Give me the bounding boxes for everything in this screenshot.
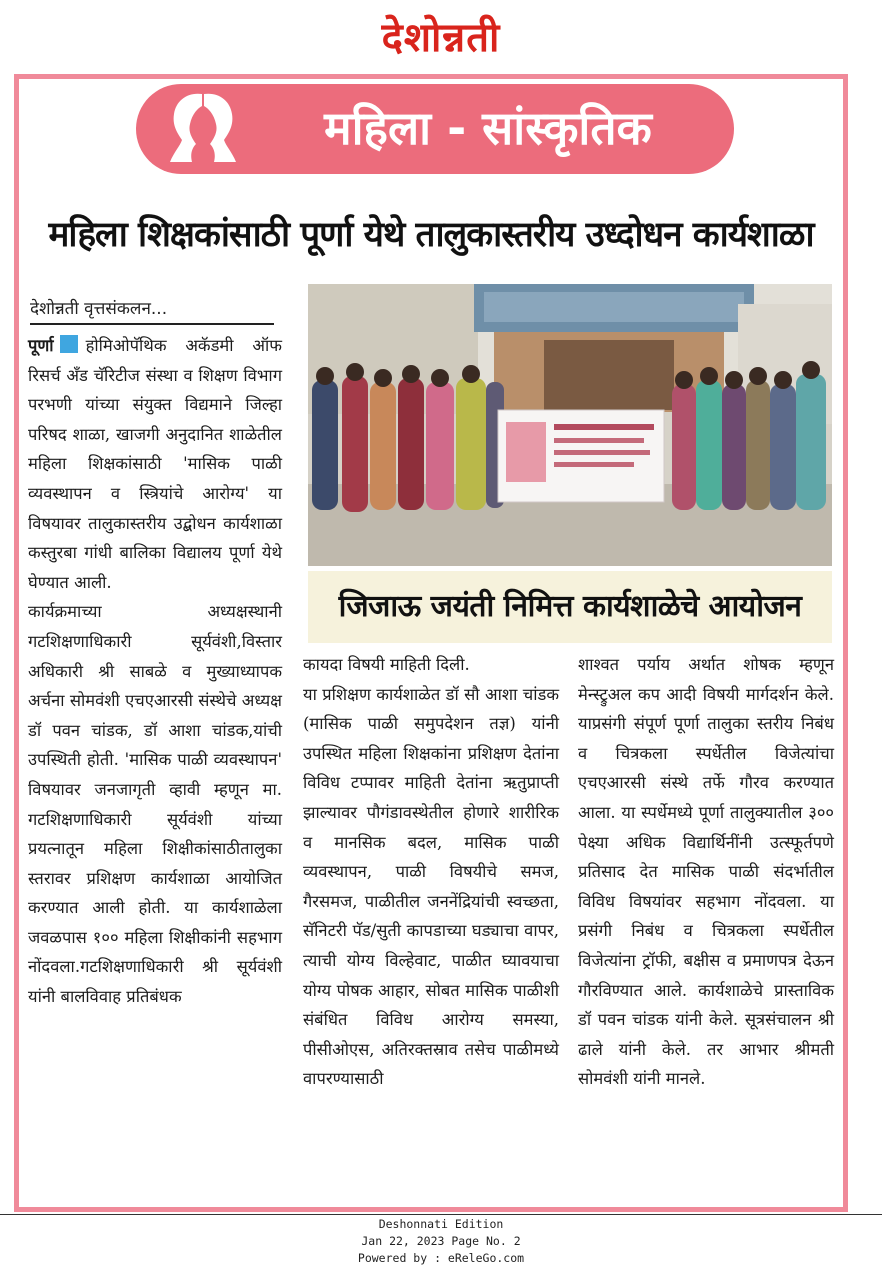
article-headline: महिला शिक्षकांसाठी पूर्णा येथे तालुकास्तरीय उध्दोधन कार्यशाळा: [48, 215, 814, 255]
footer-divider: [0, 1214, 882, 1215]
square-bullet-icon: [60, 335, 78, 353]
article-paragraph-2: कार्यक्रमाच्या अध्यक्षस्थानी गटशिक्षणाधिकारी सूर्यवंशी,विस्तार अधिकारी श्री साबळे व मुख्याध्यापक अर्चना सोमवंशी एचएआरसी संस्थेचे अध्यक्ष डॉ पवन चांडक, डॉ आशा चांडक,यांची उपस्थिती होती. 'मासिक पाळी व्यवस्थापन' विषयावर जनजागृती व्हावी म्हणून मा. गटशिक्षणाधिकारी सूर्यवंशी यांच्या प्रयत्नातून महिला शिक्षीकांसाठीतालुका स्तरावर प्रशिक्षण कार्यशाळा आयोजित करण्यात आली होती. या कार्यशाळेला जवळपास १०० महिला शिक्षीकांनी सहभाग नोंदवला.गटशिक्षणाधिकारी श्री सूर्यवंशी यांनी बालविवाह प्रतिबंधक: [28, 602, 282, 1007]
footer-powered-by: Powered by : eReleGo.com: [357, 1251, 525, 1265]
article-column-3: शाश्वत पर्याय अर्थात शोषक म्हणून मेन्स्ट्रुअल कप आदी विषयी मार्गदर्शन केले. याप्रसंगी संपूर्ण पूर्णा तालुका स्तरीय निबंध व चित्रकला स्पर्धेतील विजेत्यांचा एचएआरसी संस्थे तर्फे गौरव करण्यात आला. या स्पर्धेमध्ये पूर्णा तालुक्यातील ३०० पेक्ष्या अधिक विद्यार्थिनींनी उत्स्फूर्तपणे प्रतिसाद देत मासिक पाळी संदर्भातील विविध विषयांवर सहभाग नोंदवला. या प्रसंगी निबंध व चित्रकला स्पर्धेतील विजेत्यांना ट्रॉफी, बक्षीस व प्रमाणपत्र देऊन गौरविण्यात आले. कार्यशाळेचे प्रास्ताविक डॉ पवन चांडक यांनी केले. सूत्रसंचालन श्री ढाले यांनी केले. तर आभार श्रीमती सोमवंशी यांनी मानले.: [578, 655, 834, 1089]
page-footer: [0, 1216, 882, 1266]
article-byline: देशोन्नती वृत्तसंकलन...: [30, 296, 274, 325]
article-lead-text: होमिओपॅथिक अकॅडमी ऑफ रिसर्च अँड चॅरिटीज संस्था व शिक्षण विभाग परभणी यांच्या संयुक्त विद्यमाने जिल्हा परिषद शाळा, खाजगी अनुदानित शाळेतील महिला शिक्षकांसाठी 'मासिक पाळी व्यवस्थापन व स्त्रियांचे आरोग्य' या विषयावर तालुकास्तरीय उद्बोधन कार्यशाळा कस्तुरबा गांधी बालिका विद्यालय पूर्णा येथे घेण्यात आली.: [28, 336, 282, 592]
article-column-1: [28, 331, 282, 1211]
article-column-2: कायदा विषयी माहिती दिली. या प्रशिक्षण कार्यशाळेत डॉ सौ आशा चांडक (मासिक पाळी समुपदेशन तज्ञ) यांनी उपस्थित महिला शिक्षकांना प्रशिक्षण देतांना विविध टप्पावर माहिती देतांना ऋतुप्राप्ती झाल्यावर पौगंडावस्थेतील होणारे शारीरिक व मानसिक बदल, मासिक पाळी व्यवस्थापन, पाळी विषयीचे समज, गैरसमज, पाळीतील जननेंद्रियांची स्वच्छता, सॅनिटरी पॅड/सुती कापडाच्या घड्याचा वापर, त्याची योग्य विल्हेवाट, पाळीत घ्यावयाचा योग्य पोषक आहार, सोबत मासिक पाळीशी संबंधित विविध आरोग्य समस्या, पीसीओएस, अतिरक्तस्राव तसेच पाळीमध्ये वापरण्यासाठी: [303, 655, 559, 1089]
women-faces-logo-icon: [158, 88, 248, 170]
group-photo: [308, 284, 832, 566]
section-banner: [136, 84, 734, 174]
newspaper-masthead: देशोन्नती: [381, 15, 501, 61]
article-subheadline: जिजाऊ जयंती निमित्त कार्यशाळेचे आयोजन: [308, 571, 832, 643]
footer-date-page: Jan 22, 2023 Page No. 2: [361, 1234, 521, 1248]
article-dateline: पूर्णा: [28, 336, 54, 355]
footer-edition: Deshonnati Edition: [378, 1217, 504, 1231]
section-title: महिला - सांस्कृतिक: [324, 101, 652, 155]
